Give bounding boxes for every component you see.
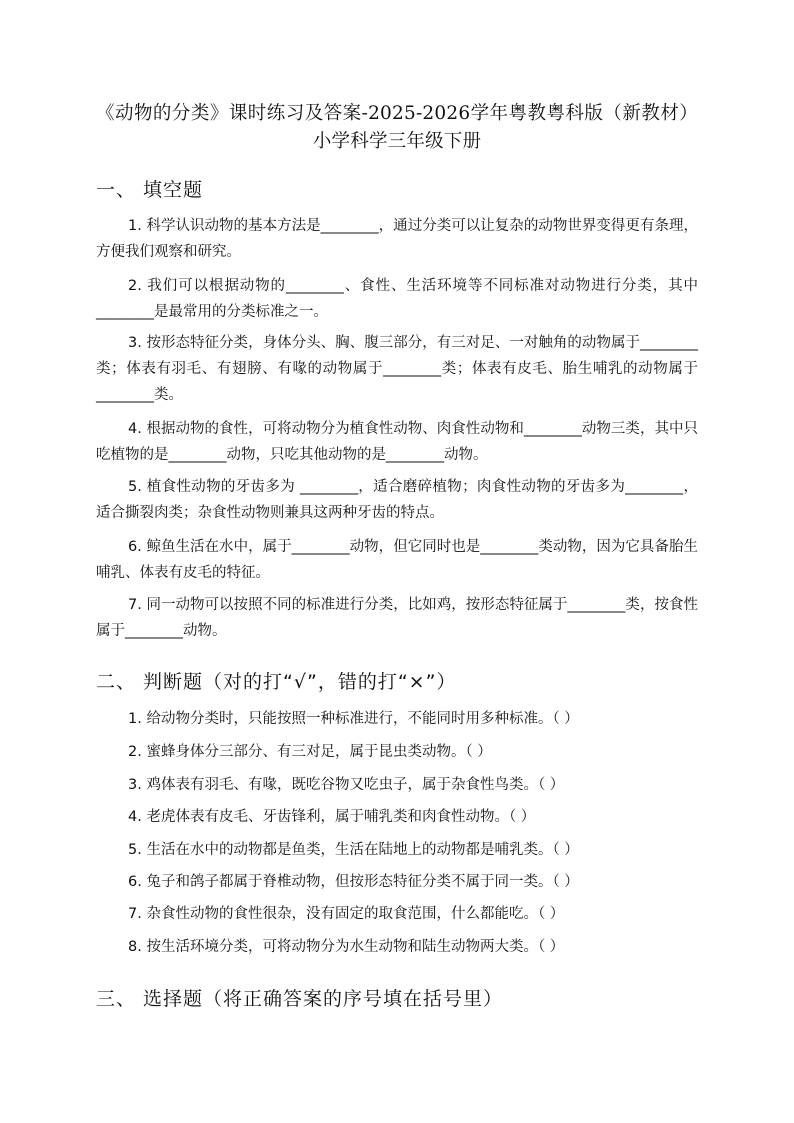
fill-in-question-3: 3. 按形态特征分类，身体分头、胸、腹三部分，有三对足、一对触角的动物属于________类；体表有羽毛、有翅膀、有喙的动物属于________类；体表有皮毛、胎生哺乳的动物属于________类。: [96, 335, 698, 403]
true-false-question-4: 4. 老虎体表有皮毛、牙齿锋利，属于哺乳类和肉食性动物。（ ）: [128, 809, 536, 825]
fill-in-question-7: 7. 同一动物可以按照不同的标准进行分类，比如鸡，按形态特征属于________类，按食性属于________动物。: [96, 597, 698, 639]
true-false-question-1: 1. 给动物分类时，只能按照一种标准进行，不能同时用多种标准。（ ）: [128, 711, 579, 727]
section-heading-fill-in: 一、 填空题: [96, 179, 204, 201]
fill-in-question-6: 6. 鲸鱼生活在水中，属于________动物，但它同时也是________类动物，因为它具备胎生哺乳、体表有皮毛的特征。: [96, 539, 698, 581]
document-title: 《动物的分类》课时练习及答案-2025-2026学年粤教粤科版（新教材） 小学科学三年级下册: [96, 103, 698, 152]
true-false-question-7: 7. 杂食性动物的食性很杂，没有固定的取食范围，什么都能吃。（ ）: [128, 906, 565, 922]
true-false-question-2: 2. 蜜蜂身体分三部分、有三对足，属于昆虫类动物。（ ）: [128, 744, 492, 760]
fill-in-question-1: 1. 科学认识动物的基本方法是________，通过分类可以让复杂的动物世界变得更有条理，方便我们观察和研究。: [96, 218, 698, 260]
true-false-question-6: 6. 兔子和鸽子都属于脊椎动物，但按形态特征分类不属于同一类。（ ）: [128, 874, 579, 890]
fill-in-question-5: 5. 植食性动物的牙齿多为 ________，适合磨碎植物；肉食性动物的牙齿多为________，适合撕裂肉类；杂食性动物则兼具这两种牙齿的特点。: [96, 479, 698, 521]
fill-in-question-2: 2. 我们可以根据动物的________、食性、生活环境等不同标准对动物进行分类，其中________是最常用的分类标准之一。: [96, 278, 698, 320]
true-false-question-3: 3. 鸡体表有羽毛、有喙，既吃谷物又吃虫子，属于杂食性鸟类。（ ）: [128, 777, 565, 793]
true-false-question-5: 5. 生活在水中的动物都是鱼类，生活在陆地上的动物都是哺乳类。（ ）: [128, 842, 579, 858]
section-heading-multiple-choice: 三、 选择题（将正确答案的序号填在括号里）: [96, 988, 504, 1010]
fill-in-question-4: 4. 根据动物的食性，可将动物分为植食性动物、肉食性动物和________动物三类，其中只吃植物的是________动物，只吃其他动物的是________动物。: [96, 421, 698, 463]
true-false-question-8: 8. 按生活环境分类，可将动物分为水生动物和陆生动物两大类。（ ）: [128, 939, 565, 955]
section-heading-true-false: 二、 判断题（对的打“√”，错的打“×”）: [96, 671, 457, 693]
